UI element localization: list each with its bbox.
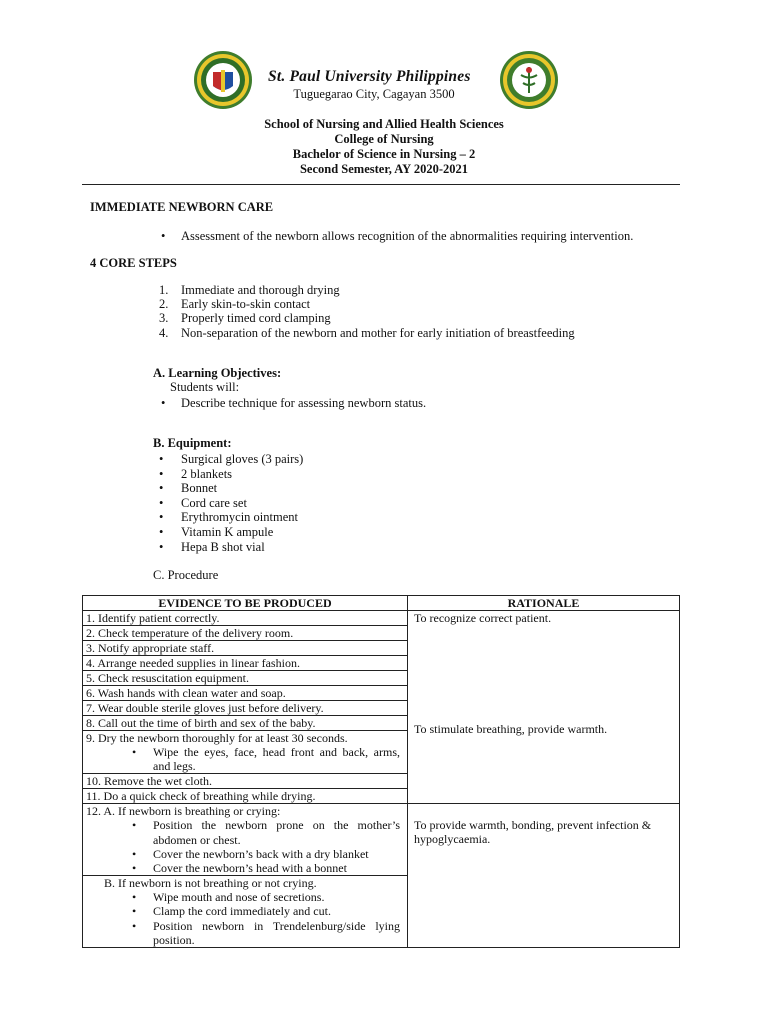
sub-bullet-list [86,890,404,947]
objectives-intro: Students will: [170,380,240,394]
table-cell: 8. Call out the time of birth and sex of the baby. [83,716,408,731]
school-name: School of Nursing and Allied Health Sciences [264,117,504,131]
header-divider [82,184,680,185]
table-cell: 10. Remove the wet cloth. [83,774,408,789]
list-item: • Wipe mouth and nose of secretions. [153,890,400,904]
list-item: • Vitamin K ampule [181,525,303,540]
list-item: • Clamp the cord immediately and cut. [153,904,400,918]
table-row [83,804,680,876]
list-item: • Position newborn in Trendelenburg/side lying position. [153,919,400,947]
rationale-text: To stimulate breathing, provide warmth. [414,722,608,736]
section-title-equipment: B. Equipment: [153,436,232,450]
list-item: 2. Early skin-to-skin contact [159,297,311,312]
section-title-procedure: C. Procedure [153,568,219,582]
rationale-cell [408,804,680,948]
list-item: • Position the newborn prone on the mother’s abdomen or chest. [153,818,400,846]
rationale-cell [408,611,680,804]
list-item: • Cord care set [181,496,303,511]
college-name: College of Nursing [334,132,434,146]
table-header-row [83,596,680,611]
rationale-text: To provide warmth, bonding, prevent infection & hypoglycaemia. [414,818,652,847]
table-cell [83,876,408,948]
list-item: • Erythromycin ointment [181,510,303,525]
table-cell: 1. Identify patient correctly. [83,611,408,626]
objectives-bullet [181,396,426,411]
list-item: • Bonnet [181,481,303,496]
document-header [0,117,768,177]
equipment-list [181,452,303,554]
list-item: • Hepa B shot vial [181,540,303,555]
table-cell: 2. Check temperature of the delivery room. [83,626,408,641]
semester-label: Second Semester, AY 2020-2021 [299,162,469,176]
table-cell: 6. Wash hands with clean water and soap. [83,686,408,701]
section-title-objectives: A. Learning Objectives: [153,366,282,380]
university-seal-logo [193,50,253,110]
sub-bullet-list [86,745,404,773]
inc-bullet [181,229,633,244]
table-cell [83,731,408,774]
core-steps-list [159,283,575,340]
table-cell: 4. Arrange needed supplies in linear fashion. [83,656,408,671]
table-cell: 3. Notify appropriate staff. [83,641,408,656]
university-name: St. Paul University Philippines [268,68,471,85]
table-row [83,611,680,626]
section-title-inc: IMMEDIATE NEWBORN CARE [90,200,274,214]
step-text: 12. A. If newborn is breathing or crying: [86,804,281,819]
list-item: 1. Immediate and thorough drying [159,283,340,297]
list-item: • 2 blankets [181,467,303,482]
table-cell [83,804,408,876]
program-name: Bachelor of Science in Nursing – 2 [292,147,476,161]
table-cell: 7. Wear double sterile gloves just before delivery. [83,701,408,716]
college-seal-logo [499,50,559,110]
step-text: B. If newborn is not breathing or not crying. [104,876,317,891]
step-text: 9. Dry the newborn thoroughly for at least 30 seconds. [86,731,348,745]
inc-bullet-text: • Assessment of the newborn allows recognition of the abnormalities requiring intervention. [181,229,633,243]
university-address: Tuguegarao City, Cagayan 3500 [293,87,455,101]
table-cell: 5. Check resuscitation equipment. [83,671,408,686]
list-item: 4. Non-separation of the newborn and mother for early initiation of breastfeeding [159,325,575,340]
list-item: • Cover the newborn’s back with a dry blanket [153,847,400,861]
list-item: • Wipe the eyes, face, head front and back, arms, and legs. [153,745,400,773]
rationale-text: To recognize correct patient. [414,611,552,625]
list-item: • Surgical gloves (3 pairs) [181,452,303,467]
list-item: • Cover the newborn’s head with a bonnet [153,861,400,875]
list-item: 3. Properly timed cord clamping [159,311,331,326]
sub-bullet-list [86,818,404,875]
section-title-core-steps: 4 CORE STEPS [90,256,177,270]
table-cell: 11. Do a quick check of breathing while drying. [83,789,408,804]
column-header-rationale: RATIONALE [408,596,680,611]
objectives-bullet-text: • Describe technique for assessing newborn status. [181,396,426,410]
procedure-table [82,595,680,948]
column-header-evidence: EVIDENCE TO BE PRODUCED [83,596,408,611]
